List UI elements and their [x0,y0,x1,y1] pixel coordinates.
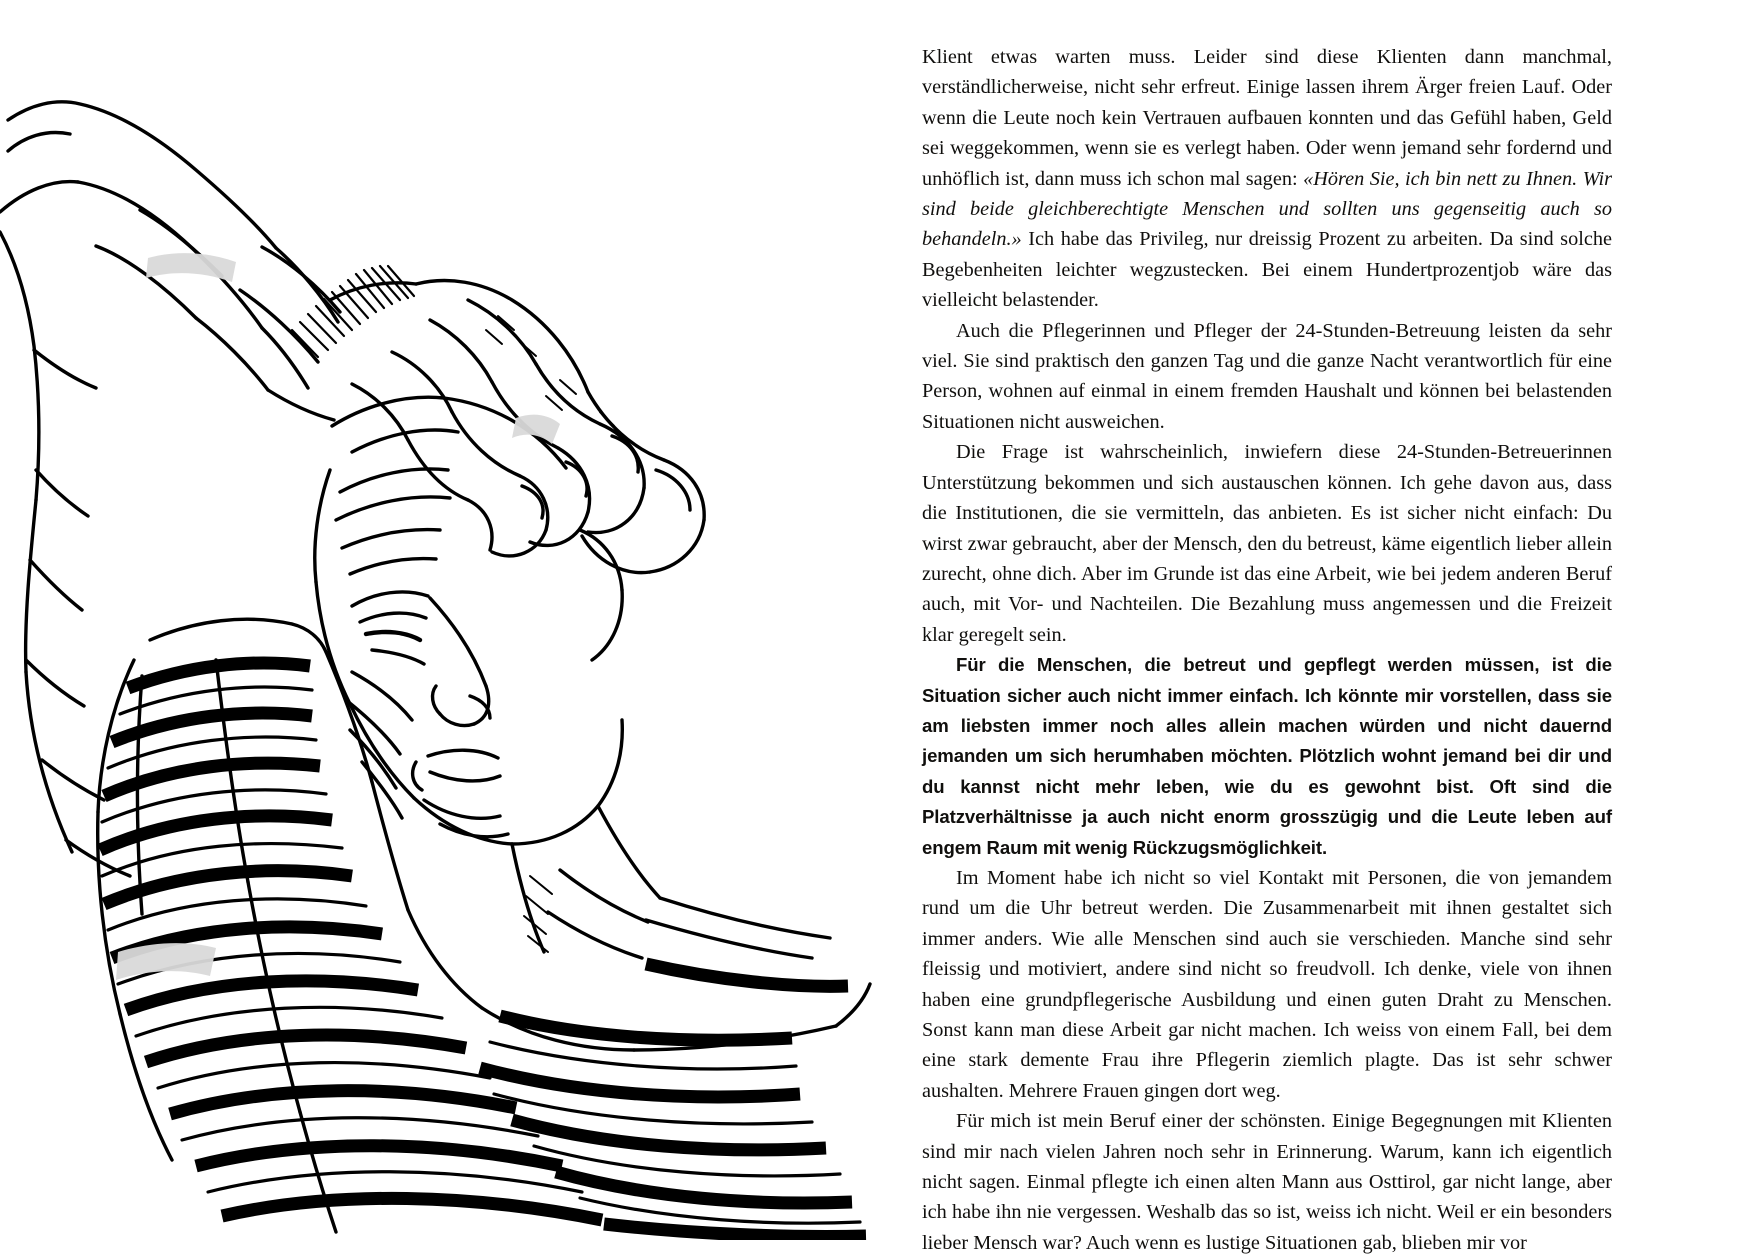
left-page [0,0,874,1240]
ink-line-drawing-elderly-man-with-hand-on-head [0,0,874,1240]
paragraph [922,1106,1612,1258]
paragraph-continuation [922,42,1612,316]
text-run: Klient etwas warten muss. Leider sind diese Klienten dann manchmal, verständlicherweise, nicht sehr erfreut. Einige lassen ihrem Ärger freien Lauf. Oder wenn die Leute noch kein Vertrauen aufbauen konnten und das Gefühl haben, Geld sei weggekommen, wenn sie es verlegt haben. Oder wenn jemand sehr fordernd und unhöflich ist, dann muss ich schon mal sagen: [922,46,1612,190]
quoted-italic-text: «Hören Sie, ich bin nett zu Ihnen. Wir sind beide gleichberechtigte Menschen und sollten uns gegenseitig auch so behandeln.» [922,167,1612,251]
paragraph-interview-question [922,650,1612,863]
text-run: Ich habe das Privileg, nur dreissig Prozent zu arbeiten. Da sind solche Begebenheiten leichter wegzustecken. Bei einem Hundertprozentjob wäre das vielleicht belastender. [922,228,1612,312]
body-text-column [922,42,1612,1258]
text-run: Die Frage ist wahrscheinlich, inwiefern diese 24-Stunden-Betreuerinnen Unterstützung bekommen und sich austauschen können. Ich gehe davon aus, dass die Institutionen, die sie vermitteln, das anbieten. Es ist sicher nicht einfach: Du wirst zwar gebraucht, aber der Mensch, den du betreust, käme eigentlich lieber allein zurecht, ohne dich. Aber im Grunde ist das eine Arbeit, wie bei jedem anderen Beruf auch, mit Vor- und Nachteilen. Die Bezahlung muss angemessen und die Freizeit klar geregelt sein. [922,441,1612,646]
text-run: Im Moment habe ich nicht so viel Kontakt mit Personen, die von jemandem rund um die Uhr betreut werden. Die Zusammenarbeit mit ihnen gestaltet sich immer anders. Wie alle Menschen sind auch sie verschieden. Manche sind sehr fleissig und motiviert, andere sind nicht so freudvoll. Ich denke, viele von ihnen haben eine grundpflegerische Ausbildung und einen guten Draht zu Menschen. Sonst kann man diese Arbeit gar nicht machen. Ich weiss von einem Fall, bei dem eine stark demente Frau ihre Pflegerin ziemlich plagte. Das ist sehr schwer aushalten. Mehrere Frauen gingen dort weg. [922,866,1612,1102]
text-run: Für die Menschen, die betreut und gepflegt werden müssen, ist die Situation sicher auch nicht immer einfach. Ich könnte mir vorstellen, dass sie am liebsten immer noch alles allein machen würden und nicht dauernd jemanden um sich herumhaben möchten. Plötzlich wohnt jemand bei dir und du kannst nicht mehr leben, wie du es gewohnt bist. Oft sind die Platzverhältnisse ja auch nicht enorm grosszügig und die Leute leben auf engem Raum mit wenig Rückzugsmöglichkeit. [922,654,1612,858]
paragraph [922,316,1612,438]
right-page [874,0,1748,1254]
text-run: Für mich ist mein Beruf einer der schönsten. Einige Begegnungen mit Klienten sind mir nach vielen Jahren noch sehr in Erinnerung. Warum, kann ich eigentlich nicht sagen. Einmal pflegte ich einen alten Mann aus Osttirol, gar nicht lange, aber ich habe ihn nie vergessen. Weshalb das so ist, weiss ich nicht. Weil er ein besonders lieber Mensch war? Auch wenn es lustige Situationen gab, blieben mir vor [922,1110,1612,1254]
text-run: Auch die Pflegerinnen und Pfleger der 24-Stunden-Betreuung leisten da sehr viel. Sie sind praktisch den ganzen Tag und die ganze Nacht verantwortlich für eine Person, wohnen auf einmal in einem fremden Haushalt und können bei belastenden Situationen nicht ausweichen. [922,319,1612,433]
paragraph [922,437,1612,650]
paragraph [922,863,1612,1106]
